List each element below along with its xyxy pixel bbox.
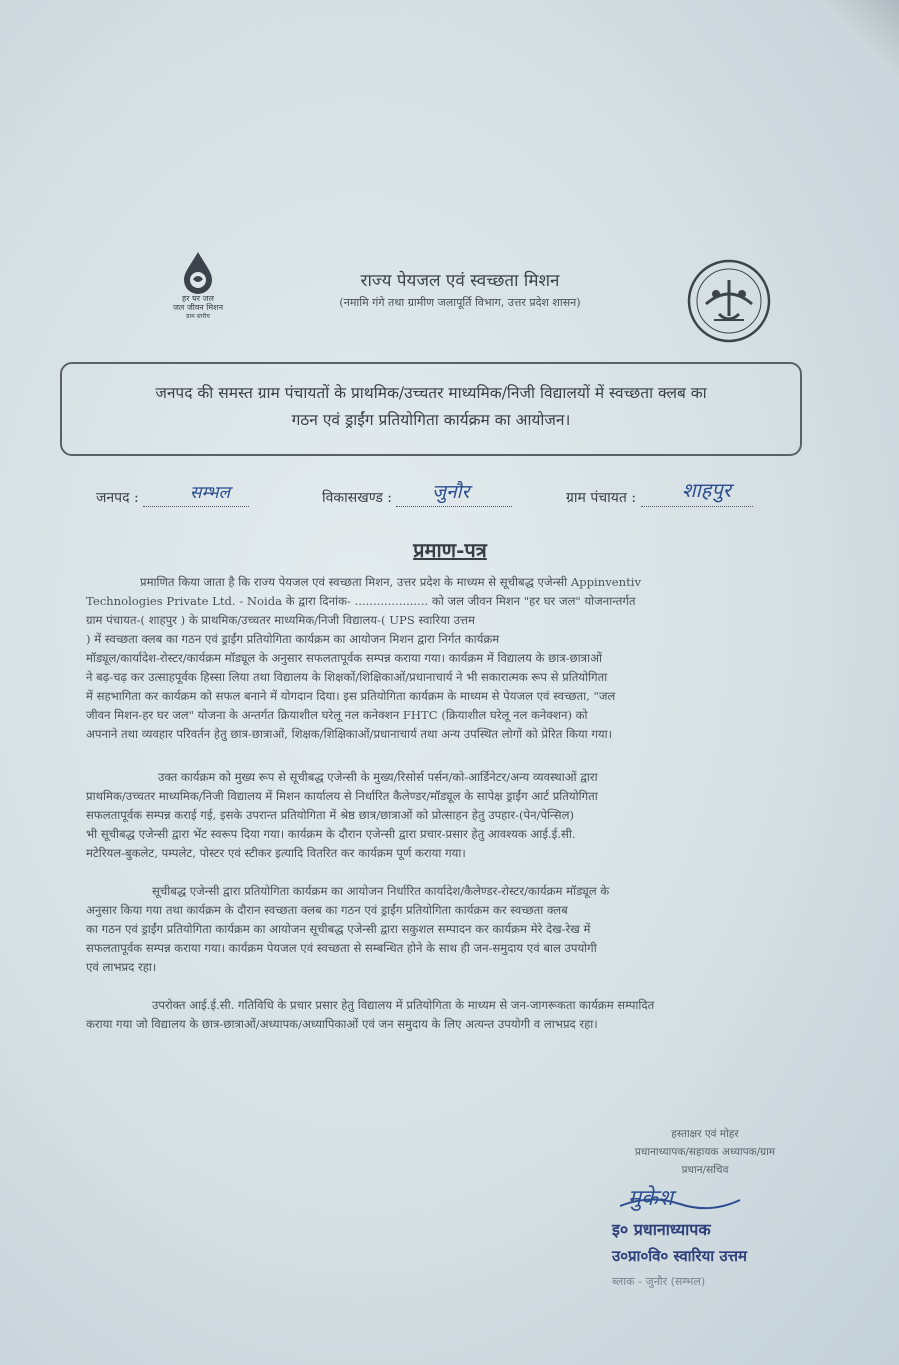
para1-line: ) में स्वच्छता क्लब का गठन एवं ड्राईंग प्रतियोगिता कार्यक्रम का आयोजन मिशन द्वारा निर्गत कार्यक्रम [86, 632, 500, 646]
paragraph-3 [86, 882, 846, 977]
paragraph-4 [86, 996, 846, 1034]
handwritten-signature: मुकेश [628, 1186, 674, 1211]
signature-label-2: प्रधानाध्यापक/सहायक अध्यापक/ग्राम [634, 1146, 776, 1158]
paper-fold [809, 0, 899, 90]
para2-line: भी सूचीबद्ध एजेन्सी द्वारा भेंट स्वरूप दिया गया। कार्यक्रम के दौरान एजेन्सी द्वारा प्रचार-प्रसार हेतु आवश्यक आई.ई.सी. [86, 827, 576, 841]
jal-jeevan-logo [158, 250, 238, 330]
signature-label-3: प्रधान/सचिव [681, 1164, 729, 1176]
water-drop-logo-icon [181, 250, 215, 294]
para1-line: में सहभागिता कर कार्यक्रम को सफल बनाने में योगदान दिया। इस प्रतियोगिता कार्यक्रम के माध्यम से पेयजल एवं स्वच्छता, "जल [86, 689, 616, 703]
mission-title: राज्य पेयजल एवं स्वच्छता मिशन [360, 271, 560, 291]
para1-line: जीवन मिशन-हर घर जल" योजना के अन्तर्गत क्रियाशील घरेलू नल कनेक्शन FHTC (क्रियाशील घरेलू नल कनेक्शन) को [86, 708, 588, 722]
para1-line: अपनाने तथा व्यवहार परिवर्तन हेतु छात्र-छात्राओं, शिक्षक/शिक्षिकाओं/प्रधानाचार्य तथा अन्य उपस्थित लोगों को प्रेरित किया गया। [86, 727, 612, 741]
para3-line: सफलतापूर्वक सम्पन्न कराया गया। कार्यक्रम पेयजल एवं स्वच्छता से सम्बन्धित होने के साथ ही जन-समुदाय एवं बाल उपयोगी [86, 941, 597, 955]
para4-line: उपरोक्त आई.ई.सी. गतिविधि के प्रचार प्रसार हेतु विद्यालय में प्रतियोगिता के माध्यम से जन-जागरूकता कार्यक्रम सम्पादित [152, 998, 655, 1012]
para1-line: ने बढ़-चढ़ कर उत्साहपूर्वक हिस्सा लिया तथा विद्यालय के शिक्षकों/शिक्षिकाओं/प्रधानाचार्य ने भी सकारात्मक रूप से प्रतियोगिता [86, 670, 608, 684]
certificate-title: प्रमाण-पत्र [413, 538, 487, 562]
signature-block [600, 1125, 810, 1179]
stamp-line-1: इ० प्रधानाध्यापक [612, 1220, 711, 1239]
para2-line: प्राथमिक/उच्चतर माध्यमिक/निजी विद्यालय में मिशन कार्यालय से निर्धारित कैलेण्डर/मॉड्यूल के सापेक्ष ड्राईंग आर्ट प्रतियोगिता [86, 789, 598, 803]
para3-line: एवं लाभप्रद रहा। [86, 960, 157, 974]
para4-line: कराया गया जो विद्यालय के छात्र-छात्राओं/अध्यापक/अध्यापिकाओं एवं जन समुदाय के लिए अत्यन्त उपयोगी व लाभप्रद रहा। [86, 1017, 598, 1031]
janpad-label: जनपद : [96, 490, 139, 506]
logo-caption-3: ग्राम स्तरीय [186, 313, 210, 320]
para3-line: अनुसार किया गया तथा कार्यक्रम के दौरान स्वच्छता क्लब का गठन एवं ड्राईंग प्रतियोगिता कार्यक्रम कर स्वच्छता क्लब [86, 903, 568, 917]
up-emblem-icon [686, 258, 772, 344]
gram-label: ग्राम पंचायत : [566, 490, 637, 506]
para1-line: ग्राम पंचायत-( शाहपुर ) के प्राथमिक/उच्चतर माध्यमिक/निजी विद्यालय-( UPS स्वारिया उत्तम [86, 613, 475, 627]
paragraph-1 [86, 573, 846, 744]
para2-line: मटेरियल-बुकलेट, पम्पलेट, पोस्टर एवं स्टीकर इत्यादि वितरित कर कार्यक्रम पूर्ण कराया गया। [86, 846, 466, 860]
para1-line: Technologies Private Ltd. - Noida के द्वारा दिनांक- .................... को जल जीवन मिशन "हर घर जल" योजनान्तर्गत [86, 594, 636, 608]
janpad-value: सम्भल [190, 483, 231, 503]
stamp-line-2: उ०प्रा०वि० स्वारिया उत्तम [612, 1247, 747, 1265]
vikaskhand-value: जुनौर [432, 481, 470, 503]
vikaskhand-field [322, 488, 512, 507]
para1-line: प्रमाणित किया जाता है कि राज्य पेयजल एवं स्वच्छता मिशन, उत्तर प्रदेश के माध्यम से सूचीबद्ध एजेन्सी Appinventiv [140, 575, 642, 589]
signature-label-1: हस्ताक्षर एवं मोहर [671, 1128, 739, 1140]
signature-stroke-icon [616, 1188, 746, 1212]
para2-line: उक्त कार्यक्रम को मुख्य रूप से सूचीबद्ध एजेन्सी के मुख्य/रिसोर्स पर्सन/को-आर्डिनेटर/अन्य व्यवस्थाओं द्वारा [158, 770, 598, 784]
logo-caption-1: हर घर जल [182, 294, 214, 303]
vikaskhand-label: विकासखण्ड : [322, 490, 393, 506]
para3-line: का गठन एवं ड्राईंग प्रतियोगिता कार्यक्रम का आयोजन सूचीबद्ध एजेन्सी द्वारा सकुशल सम्पादन कर कार्यक्रम मेरे देख-रेख में [86, 922, 591, 936]
banner-line-2: गठन एवं ड्राईंग प्रतियोगिता कार्यक्रम का आयोजन। [291, 411, 571, 429]
logo-caption-2: जल जीवन मिशन [172, 303, 224, 312]
stamp-line-3: ब्लाक - जुनौर (सम्भल) [612, 1275, 706, 1288]
gram-value: शाहपुर [682, 478, 731, 502]
banner-line-1: जनपद की समस्त ग्राम पंचायतों के प्राथमिक/उच्चतर माध्यमिक/निजी विद्यालयों में स्वच्छता क्लब का [155, 384, 707, 402]
para3-line: सूचीबद्ध एजेन्सी द्वारा प्रतियोगिता कार्यक्रम का आयोजन निर्धारित कार्यादेश/कैलेण्डर-रोस्टर/कार्यक्रम मॉड्यूल के [152, 884, 610, 898]
program-banner [60, 362, 802, 456]
paragraph-2 [86, 768, 846, 863]
mission-subtitle: (नमामि गंगे तथा ग्रामीण जलापूर्ति विभाग, उत्तर प्रदेश शासन) [339, 296, 581, 309]
para1-line: मॉड्यूल/कार्यादेश-रोस्टर/कार्यक्रम मॉड्यूल के अनुसार सफलतापूर्वक सम्पन्न कराया गया। कार्यक्रम में विद्यालय के छात्र-छात्राओं [86, 651, 602, 665]
para2-line: सफलतापूर्वक सम्पन्न कराई गई, इसके उपरान्त प्रतियोगिता में श्रेष्ठ छात्र/छात्राओं को प्रोत्साहन हेतु उपहार-(पेन/पेन्सिल) [86, 808, 574, 822]
